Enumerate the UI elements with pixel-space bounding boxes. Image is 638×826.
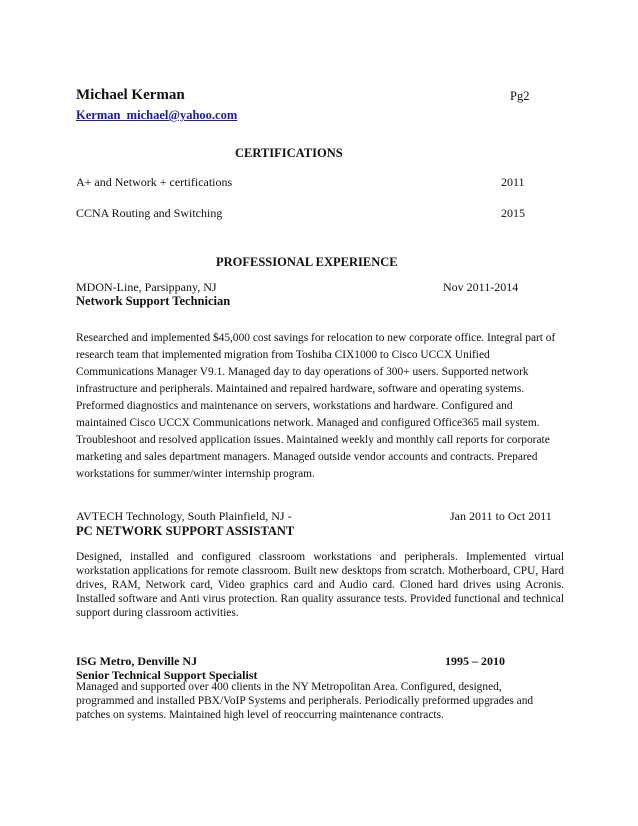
description-line: Researched and implemented $45,000 cost savings for relocation to new corporate office. Integral part of	[76, 332, 556, 344]
description-line: programmed and installed PBX/VoIP Systems and peripherals. Periodically preformed upgrades and	[76, 695, 534, 707]
job-dates: Nov 2011-2014	[443, 280, 519, 294]
job-employer: AVTECH Technology, South Plainfield, NJ -	[76, 509, 292, 523]
description-line: maintained Cisco UCCX Communications network. Managed and configured Office365 mail system.	[76, 417, 540, 429]
page-number: Pg2	[510, 89, 530, 103]
description-line: Preformed diagnostics and maintenance on servers, workstations and hardware. Configured and	[76, 400, 513, 412]
job-description	[76, 330, 564, 483]
description-line: research team that implemented migration from Toshiba CIX1000 to Cisco UCCX Unified	[76, 349, 490, 361]
description-line: Managed and supported over 400 clients in the NY Metropolitan Area. Configured, designed,	[76, 681, 502, 693]
certification-label: A+ and Network + certifications	[76, 175, 233, 189]
job-description	[76, 680, 564, 722]
description-line: Communications Manager V9.1. Managed day to day operations of 300+ users. Supported network	[76, 366, 529, 378]
candidate-name: Michael Kerman	[76, 87, 185, 103]
certification-year: 2011	[501, 175, 525, 189]
certification-label: CCNA Routing and Switching	[76, 206, 223, 220]
description-line: infrastructure and peripherals. Maintained and repaired hardware, software and operating systems.	[76, 383, 525, 395]
job-description: Designed, installed and configured classroom workstations and peripherals. Implemented virtual workstation applications for remote classroom. Built new desktops from scratch. Motherboard, CPU, Hard drives, RAM, Network card, Video graphics card and Audio card. Cloned hard drives using Acronis. Installed software and Anti virus protection. Ran quality assurance tests. Provided functional and technical support during classroom activities.	[76, 551, 564, 619]
job-title: Senior Technical Support Specialist	[76, 668, 258, 682]
description-line: workstations for summer/winter internship program.	[76, 468, 315, 480]
description-line: patches on systems. Maintained high level of reoccurring maintenance contracts.	[76, 709, 444, 721]
job-title: PC NETWORK SUPPORT ASSISTANT	[76, 524, 295, 538]
description-line: Troubleshoot and resolved application issues. Maintained weekly and monthly call reports for corporate	[76, 434, 550, 446]
job-title: Network Support Technician	[76, 294, 231, 308]
job-dates: 1995 – 2010	[445, 654, 505, 668]
description-line: marketing and sales department managers. Managed outside vendor accounts and contracts. Prepared	[76, 451, 538, 463]
job-employer: MDON-Line, Parsippany, NJ	[76, 280, 217, 294]
experience-heading: PROFESSIONAL EXPERIENCE	[216, 255, 398, 269]
certification-year: 2015	[501, 206, 525, 220]
job-employer: ISG Metro, Denville NJ	[76, 654, 198, 668]
job-dates: Jan 2011 to Oct 2011	[450, 509, 552, 523]
email-link[interactable]: Kerman_michael@yahoo.com	[76, 108, 238, 122]
certifications-heading: CERTIFICATIONS	[235, 146, 343, 160]
